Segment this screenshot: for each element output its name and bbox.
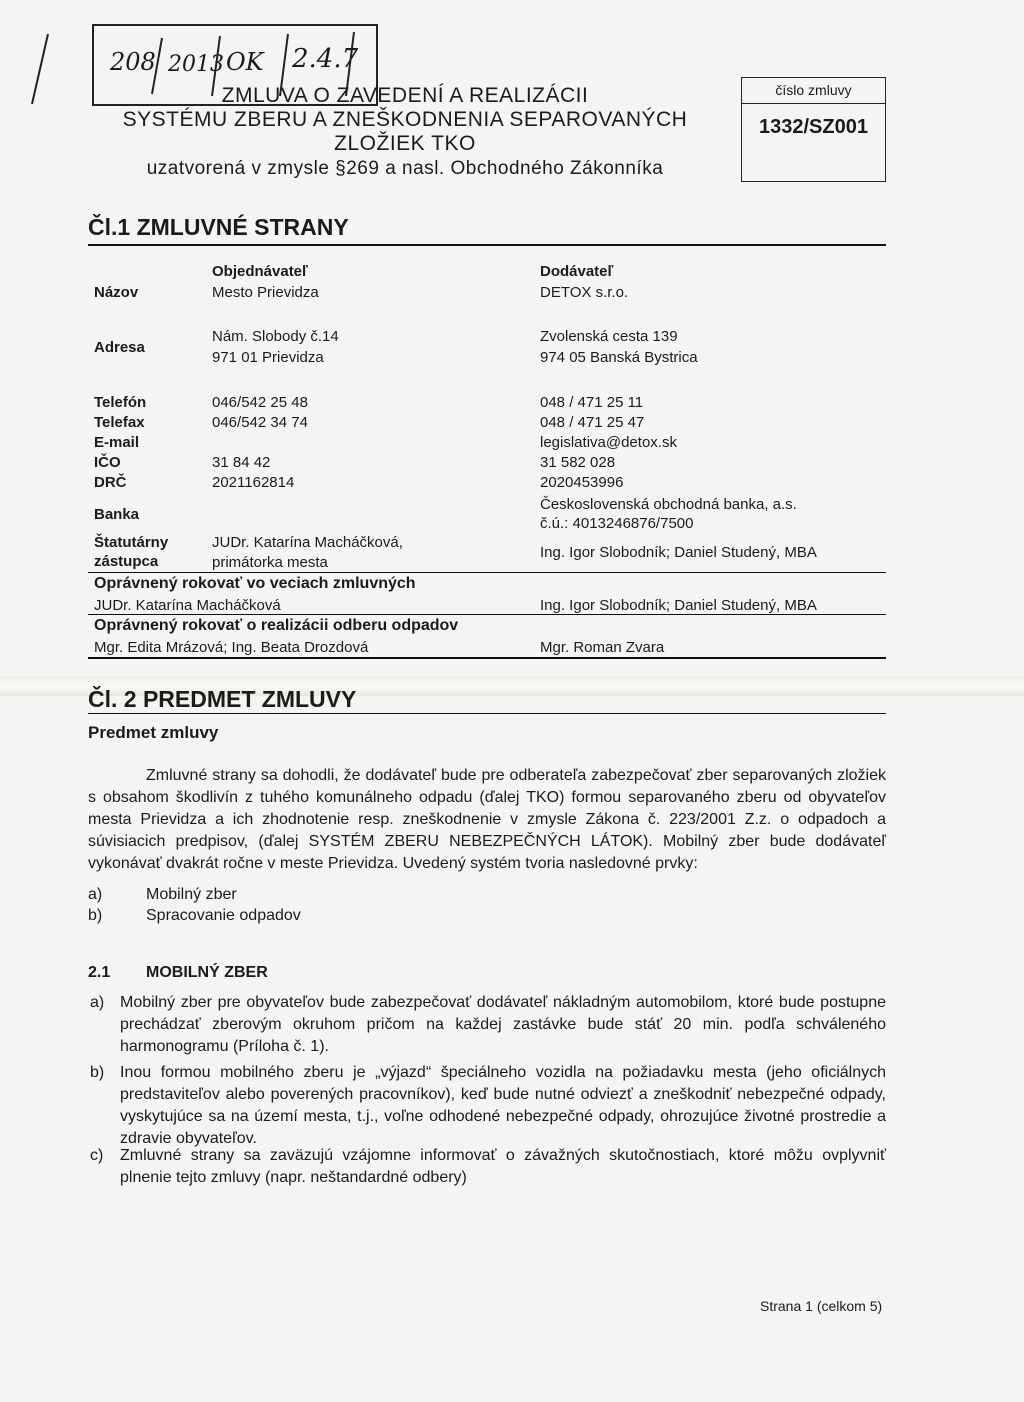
page-number: Strana 1 (celkom 5) (760, 1298, 883, 1314)
supplier-fax: 048 / 471 25 47 (540, 414, 645, 431)
row-label-address: Adresa (94, 339, 145, 356)
client-statutory-line-1: JUDr. Katarína Macháčková, (212, 534, 403, 551)
section-2-intro: Zmluvné strany sa dohodli, že dodávateľ bude pre odberateľa zabezpečovať zber separovaných zložiek s obsahom škodlivín z tuhého komunálneho odpadu (ďalej TKO) formou separovaného zberu od obyvateľov mesta Prievidza a ich zhodnotenie resp. zneškodnenie v zmysle Zákona č. 223/2001 Z.z. o odpadoch a súvisiacich predpisov, (ďalej SYSTÉM ZBERU NEBEZPEČNÝCH LÁTOK). Mobilný zber bude dodávateľ vykonávať dvakrát ročne v meste Prievidza. Uvedený systém tvoria nasledovné prvky: (88, 767, 886, 872)
auth-waste-supplier: Mgr. Roman Zvara (540, 639, 665, 656)
auth-waste-client: Mgr. Edita Mrázová; Ing. Beata Drozdová (94, 639, 369, 656)
contract-number-label: číslo zmluvy (775, 82, 852, 98)
client-address-line-1: Nám. Slobody č.14 (212, 328, 339, 345)
item-mark-c: c) (90, 1147, 104, 1164)
client-ico: 31 84 42 (212, 454, 271, 471)
item-mark-a: a) (90, 994, 105, 1011)
title-line-1: ZMLUVA O ZAVEDENÍ A REALIZÁCII (221, 84, 589, 107)
row-label-fax: Telefax (94, 414, 145, 431)
title-subtitle: uzatvorená v zmysle §269 a nasl. Obchodného Zákonníka (146, 158, 664, 179)
supplier-bank-account: č.ú.: 4013246876/7500 (540, 515, 694, 532)
row-label-email: E-mail (94, 434, 140, 451)
item-text-a: Mobilný zber pre obyvateľov bude zabezpečovať dodávateľ nákladným automobilom, ktoré bude postupne prechádzať zberovým okruhom pričom na každej zastávke bude stáť 20 min. podľa schváleného harmonogramu (Príloha č. 1). (120, 994, 886, 1055)
stamp-mark-1: 208 (110, 48, 156, 76)
row-label-phone: Telefón (94, 394, 147, 411)
section-1-heading: Čl.1 ZMLUVNÉ STRANY (88, 214, 349, 240)
supplier-email: legislativa@detox.sk (540, 434, 677, 451)
column-header-supplier: Dodávateľ (540, 263, 614, 280)
row-label-ico: IČO (94, 454, 121, 471)
client-phone: 046/542 25 48 (212, 394, 308, 411)
supplier-phone: 048 / 471 25 11 (540, 394, 644, 411)
element-mark-a: a) (88, 886, 103, 903)
item-text-c: Zmluvné strany sa zaväzujú vzájomne informovať o závažných skutočnostiach, ktoré môžu ovplyvniť plnenie tejto zmluvy (napr. neštandardné odbery) (120, 1147, 886, 1186)
column-header-client: Objednávateľ (212, 263, 308, 280)
subsection-heading: MOBILNÝ ZBER (146, 964, 268, 981)
subsection-number: 2.1 (88, 964, 111, 981)
title-line-2: SYSTÉMU ZBERU A ZNEŠKODNENIA SEPAROVANÝCH (122, 108, 688, 131)
auth-contract-heading: Oprávnený rokovať vo veciach zmluvných (94, 575, 416, 592)
supplier-statutory: Ing. Igor Slobodník; Daniel Studený, MBA (540, 544, 817, 561)
stamp-mark-4: 2.4.7 (292, 44, 359, 74)
stamp-mark-3: OK (226, 48, 264, 76)
element-mark-b: b) (88, 907, 103, 924)
supplier-name: DETOX s.r.o. (540, 284, 629, 301)
row-label-tax-id: DRČ (94, 474, 127, 491)
section-2-heading: Čl. 2 PREDMET ZMLUVY (88, 686, 357, 712)
section-2-rule (88, 713, 886, 714)
supplier-address-line-1: Zvolenská cesta 139 (540, 328, 678, 345)
margin-pen-mark (26, 30, 56, 110)
item-text-b: Inou formou mobilného zberu je „výjazd“ špeciálneho vozidla na požiadavku mesta (jeho oficiálnych predstaviteľov alebo poverených pracovníkov), keď bude nutné odviezť a zneškodniť nebezpečné odpady, vyskytujúce sa na území mesta, t.j., voľne odhodené nebezpečné odpady, ohrozujúce životné prostredie a zdravie obyvateľov. (120, 1064, 886, 1147)
section-2-subheading: Predmet zmluvy (88, 723, 219, 742)
auth-contract-client: JUDr. Katarína Macháčková (94, 597, 281, 614)
section-1-bottom-rule (88, 657, 886, 659)
client-statutory-line-2: primátorka mesta (212, 554, 328, 571)
element-text-b: Spracovanie odpadov (146, 907, 301, 924)
contract-box-divider (742, 103, 885, 104)
item-mark-b: b) (90, 1064, 105, 1081)
row-label-statutory: Štatutárny zástupca (94, 534, 169, 570)
row-label-bank: Banka (94, 506, 140, 523)
supplier-ico: 31 582 028 (540, 454, 616, 471)
stamp-mark-2: 2013 (168, 52, 224, 77)
element-text-a: Mobilný zber (146, 886, 237, 903)
auth-contract-supplier: Ing. Igor Slobodník; Daniel Studený, MBA (540, 597, 817, 614)
auth-waste-heading: Oprávnený rokovať o realizácii odberu odpadov (94, 617, 459, 634)
row-label-name: Názov (94, 284, 139, 301)
client-fax: 046/542 34 74 (212, 414, 308, 431)
title-line-3: ZLOŽIEK TKO (334, 132, 476, 155)
auth-contract-rule (88, 614, 886, 615)
contract-number: 1332/SZ001 (759, 116, 868, 138)
section-1-rule (88, 244, 886, 246)
contract-number-box (741, 77, 886, 182)
statutory-rule (88, 572, 886, 573)
client-address-line-2: 971 01 Prievidza (212, 349, 324, 366)
client-tax-id: 2021162814 (212, 474, 295, 491)
supplier-tax-id: 2020453996 (540, 474, 624, 491)
supplier-address-line-2: 974 05 Banská Bystrica (540, 349, 698, 366)
client-name: Mesto Prievidza (212, 284, 319, 301)
supplier-bank-name: Československá obchodná banka, a.s. (540, 496, 797, 513)
